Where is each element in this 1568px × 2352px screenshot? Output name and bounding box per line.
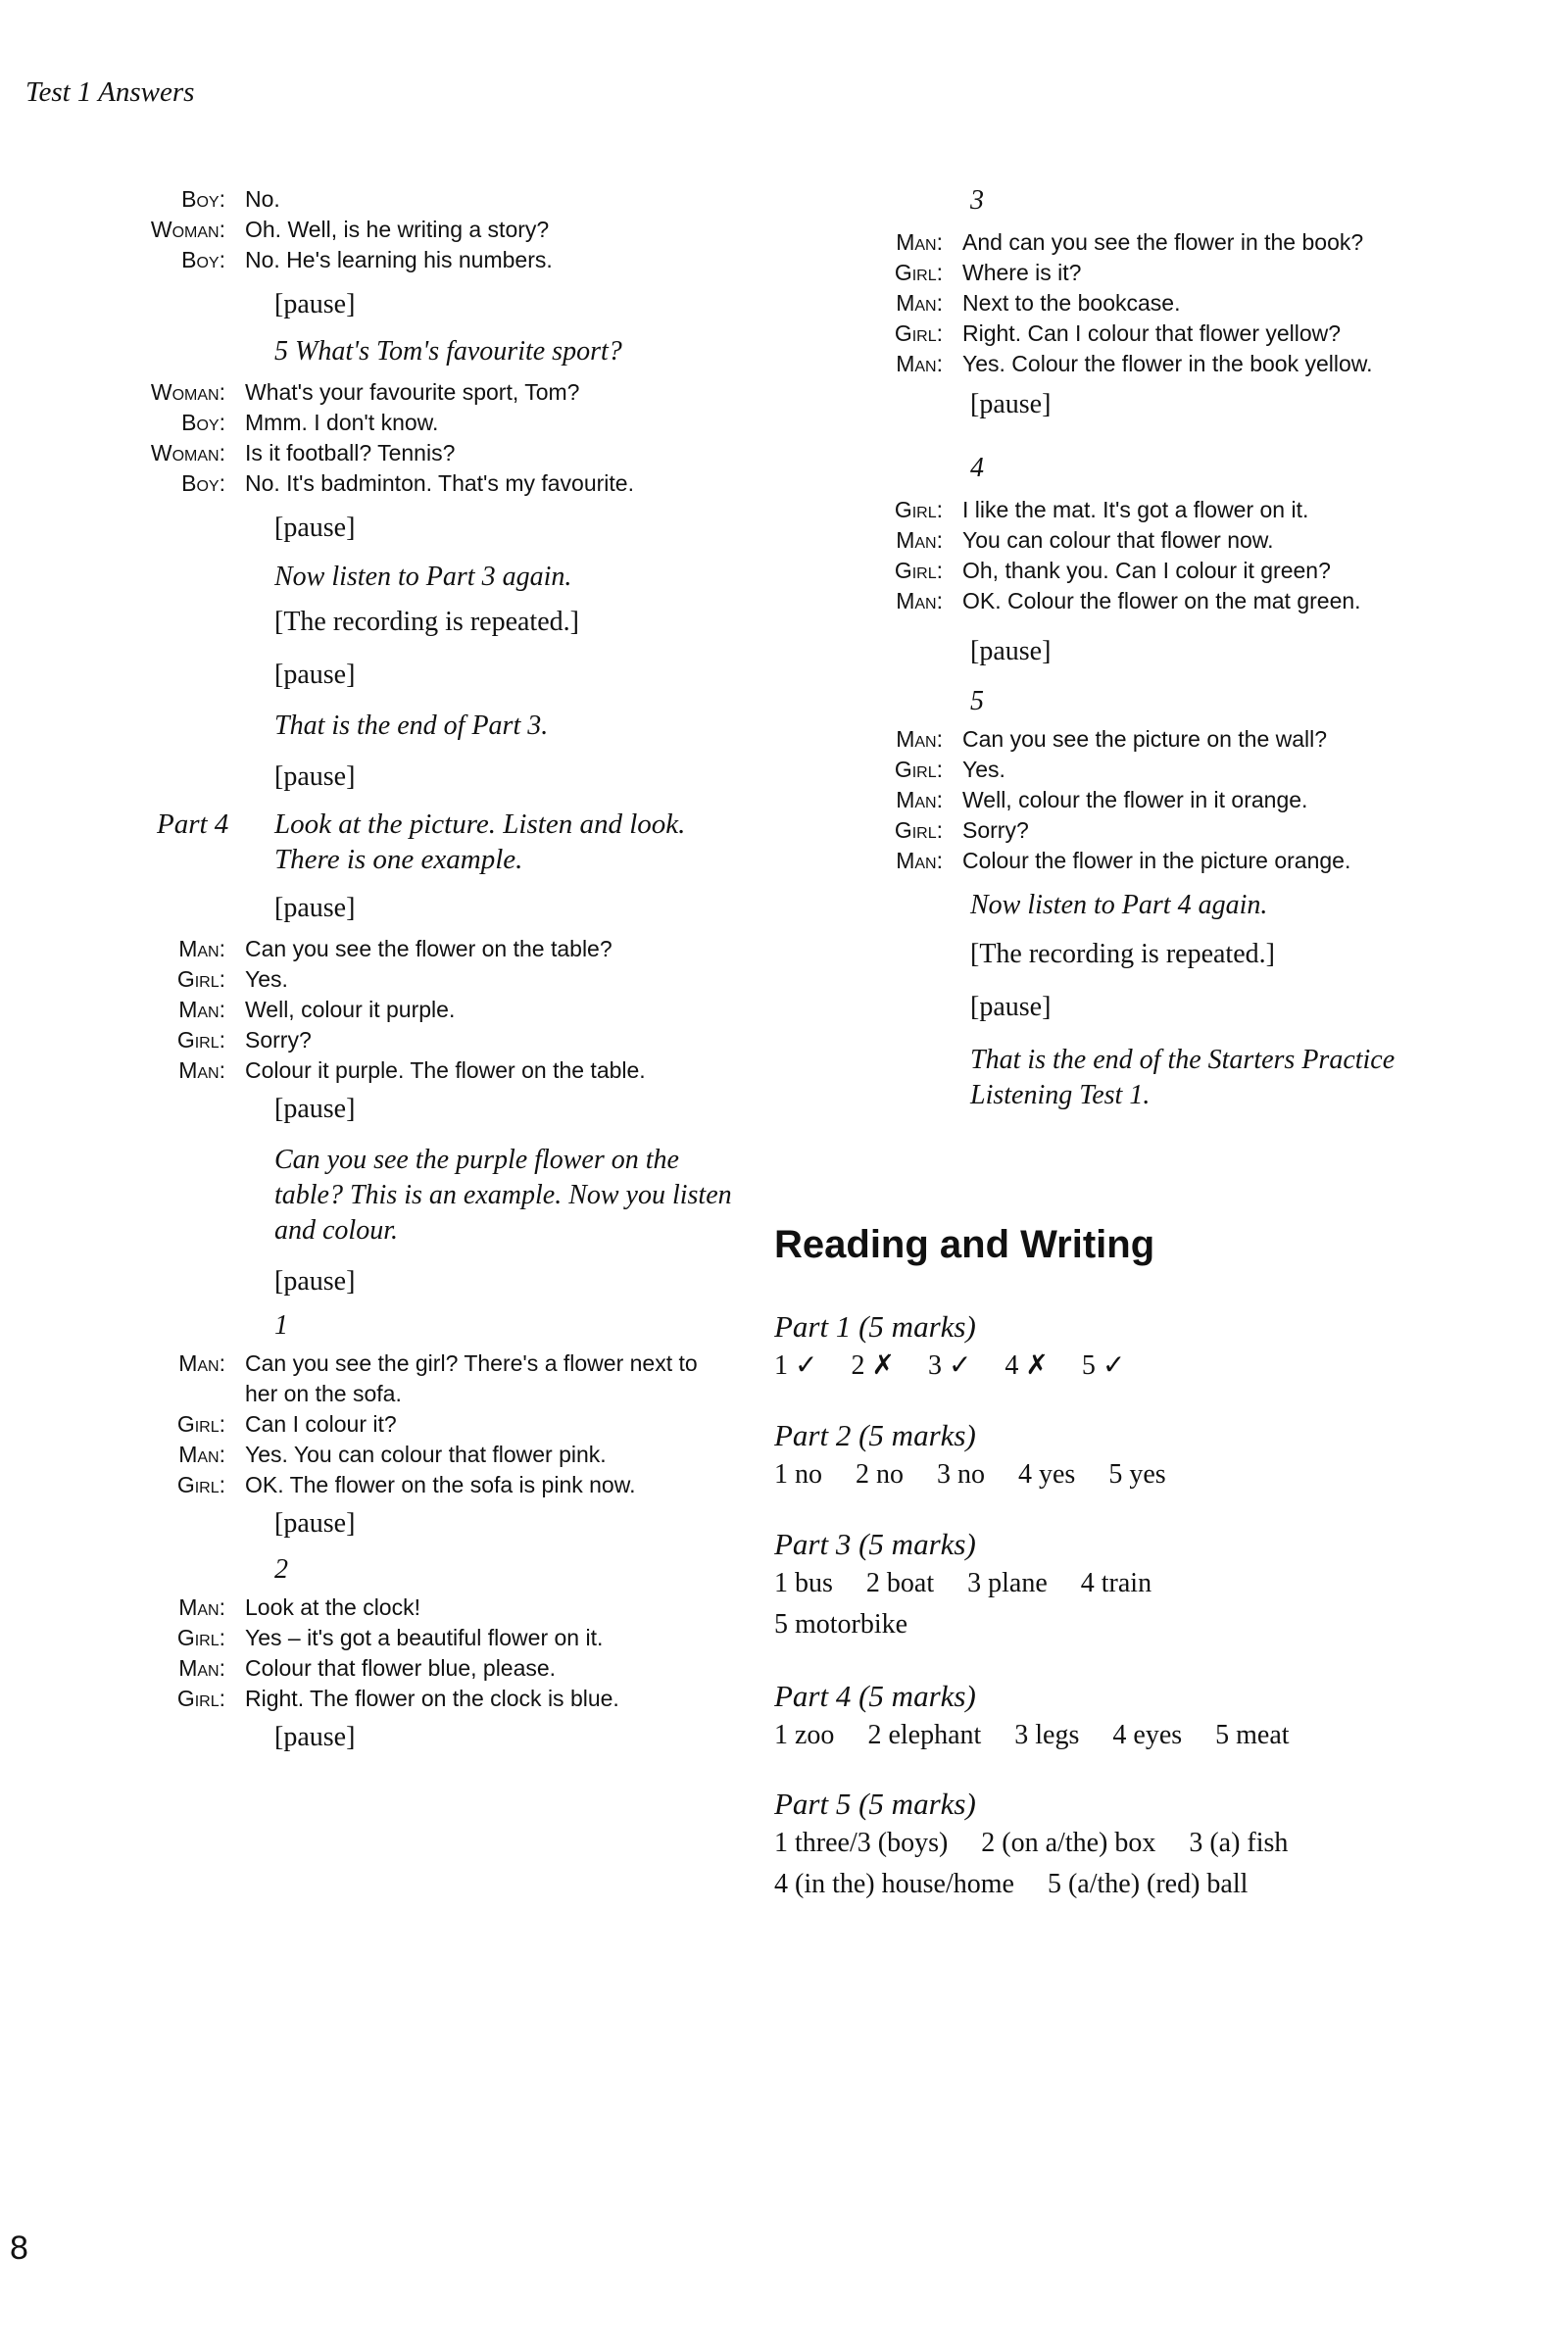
- answer: 5 yes: [1108, 1459, 1166, 1490]
- end-part3-note: That is the end of Part 3.: [274, 710, 549, 741]
- dialogue-line: [127, 964, 755, 995]
- speaker: Man:: [178, 1594, 225, 1620]
- speech: Can you see the girl? There's a flower next to her on the sofa.: [245, 1350, 698, 1406]
- speech: Colour the flower in the picture orange.: [962, 848, 1351, 873]
- answer: 2 (on a/the) box: [981, 1828, 1156, 1858]
- speech: Yes. You can colour that flower pink.: [245, 1442, 607, 1467]
- speaker: Man:: [178, 1655, 225, 1681]
- speaker: Boy:: [181, 186, 225, 212]
- answer: 4 train: [1080, 1568, 1152, 1598]
- dialogue-line: [862, 556, 1450, 586]
- pause-marker: [pause]: [970, 992, 1052, 1022]
- pause-marker: [pause]: [274, 513, 356, 543]
- speaker: Man:: [896, 527, 943, 553]
- pause-marker: [pause]: [274, 761, 356, 792]
- dialogue-line: [127, 995, 755, 1025]
- speech: Sorry?: [962, 817, 1029, 843]
- speaker: Man:: [896, 848, 943, 873]
- dialogue-boy-woman: [127, 184, 755, 275]
- dialogue-line: [862, 815, 1450, 846]
- question-5: 5 What's Tom's favourite sport?: [274, 336, 622, 367]
- rw-part-2: [774, 1417, 1480, 1495]
- speaker: Man:: [178, 997, 225, 1022]
- speaker: Girl:: [894, 558, 943, 583]
- section-title: Reading and Writing: [774, 1223, 1155, 1266]
- speech: No. It's badminton. That's my favourite.: [245, 470, 634, 496]
- speaker: Man:: [178, 936, 225, 961]
- answer: 3 no: [937, 1459, 985, 1490]
- answer: 2 no: [856, 1459, 904, 1490]
- dialogue-line: [127, 468, 755, 499]
- dialogue-tom-sport: [127, 377, 755, 499]
- part-heading: Part 2 (5 marks): [774, 1418, 976, 1452]
- speech: Yes.: [245, 966, 288, 992]
- dialogue-line: [862, 227, 1450, 258]
- speech: Yes. Colour the flower in the book yellow.: [962, 351, 1373, 376]
- dialogue-line: [127, 1440, 715, 1470]
- dialogue-item-4: [862, 495, 1450, 616]
- dialogue-line: [127, 1409, 715, 1440]
- answer-row: [774, 1604, 1480, 1645]
- speaker: Man:: [178, 1350, 225, 1376]
- item-number-1: 1: [274, 1310, 288, 1341]
- repeated-note: [The recording is repeated.]: [970, 939, 1275, 969]
- speaker: Man:: [896, 787, 943, 812]
- dialogue-item-3: [862, 227, 1450, 379]
- answer-row: [774, 1346, 1480, 1387]
- item-number-4: 4: [970, 453, 984, 483]
- dialogue-line: [127, 438, 755, 468]
- right-column: [862, 184, 1450, 1113]
- speaker: Boy:: [181, 247, 225, 272]
- speech: Can I colour it?: [245, 1411, 397, 1437]
- item-number-3: 3: [970, 185, 984, 216]
- listen-again-note: Now listen to Part 3 again.: [274, 562, 572, 592]
- speaker: Man:: [178, 1057, 225, 1083]
- answer: 1 ✓: [774, 1350, 818, 1381]
- speech: And can you see the flower in the book?: [962, 229, 1364, 255]
- item-number-5: 5: [970, 686, 984, 716]
- answer: 5 (a/the) (red) ball: [1047, 1869, 1249, 1899]
- answer: 2 ✗: [851, 1350, 895, 1381]
- pause-marker: [pause]: [274, 289, 356, 319]
- speaker: Woman:: [150, 217, 225, 242]
- dialogue-line: [127, 1470, 715, 1500]
- speech: Where is it?: [962, 260, 1082, 285]
- speaker: Woman:: [150, 440, 225, 466]
- speaker: Boy:: [181, 410, 225, 435]
- dialogue-item-1: [127, 1348, 715, 1500]
- answer: 5 motorbike: [774, 1609, 908, 1640]
- speaker: Man:: [896, 290, 943, 316]
- dialogue-line: [862, 318, 1450, 349]
- speech: OK. Colour the flower on the mat green.: [962, 588, 1361, 613]
- dialogue-item-2: [127, 1592, 755, 1714]
- part-instruction: Look at the picture. Listen and look. There is one example.: [274, 808, 686, 875]
- speech: Can you see the picture on the wall?: [962, 726, 1328, 752]
- answer: 3 ✓: [927, 1350, 972, 1381]
- answer-row: [774, 1715, 1480, 1756]
- speaker: Man:: [178, 1442, 225, 1467]
- dialogue-line: [127, 245, 755, 275]
- answer: 4 ✗: [1004, 1350, 1049, 1381]
- speech: Yes – it's got a beautiful flower on it.: [245, 1625, 604, 1650]
- answer-row: [774, 1563, 1480, 1604]
- speech: Is it football? Tennis?: [245, 440, 456, 466]
- speech: Yes.: [962, 757, 1005, 782]
- rw-part-3: [774, 1526, 1480, 1645]
- answer: 2 elephant: [867, 1720, 982, 1750]
- speaker: Man:: [896, 229, 943, 255]
- rw-part-5: [774, 1786, 1480, 1905]
- speech: Well, colour it purple.: [245, 997, 456, 1022]
- speaker: Girl:: [176, 1472, 225, 1497]
- part4-heading: [157, 807, 755, 877]
- dialogue-line: [127, 1592, 755, 1623]
- speech: I like the mat. It's got a flower on it.: [962, 497, 1309, 522]
- dialogue-line: [862, 846, 1450, 876]
- dialogue-line: [127, 1348, 715, 1409]
- answer-row: [774, 1454, 1480, 1495]
- speaker: Girl:: [176, 1411, 225, 1437]
- answer-row: [774, 1823, 1480, 1864]
- dialogue-line: [127, 184, 755, 215]
- speech: Sorry?: [245, 1027, 312, 1053]
- speech: Right. Can I colour that flower yellow?: [962, 320, 1342, 346]
- answer-row: [774, 1864, 1480, 1905]
- answer: 5 meat: [1215, 1720, 1290, 1750]
- dialogue-item-5: [862, 724, 1450, 876]
- pause-marker: [pause]: [970, 636, 1052, 666]
- item-number-2: 2: [274, 1554, 288, 1585]
- answer: 4 eyes: [1112, 1720, 1183, 1750]
- speaker: Woman:: [150, 379, 225, 405]
- speech: Right. The flower on the clock is blue.: [245, 1686, 619, 1711]
- speaker: Boy:: [181, 470, 225, 496]
- speaker: Girl:: [894, 320, 943, 346]
- pause-marker: [pause]: [274, 1722, 356, 1752]
- answer: 3 plane: [967, 1568, 1048, 1598]
- speaker: Man:: [896, 351, 943, 376]
- speech: Oh. Well, is he writing a story?: [245, 217, 550, 242]
- dialogue-line: [862, 586, 1450, 616]
- answer: 5 ✓: [1081, 1350, 1126, 1381]
- speech: You can colour that flower now.: [962, 527, 1274, 553]
- end-test-note: That is the end of the Starters Practice Listening Test 1.: [970, 1045, 1396, 1110]
- speech: Well, colour the flower in it orange.: [962, 787, 1308, 812]
- dialogue-line: [127, 377, 755, 408]
- left-column: [127, 184, 755, 1755]
- page-number: 8: [10, 2230, 28, 2267]
- dialogue-line: [862, 755, 1450, 785]
- dialogue-line: [862, 495, 1450, 525]
- speaker: Girl:: [894, 817, 943, 843]
- repeated-note: [The recording is repeated.]: [274, 607, 579, 637]
- speech: Colour it purple. The flower on the table.: [245, 1057, 646, 1083]
- speaker: Girl:: [176, 966, 225, 992]
- dialogue-line: [127, 1055, 755, 1086]
- dialogue-line: [127, 1684, 755, 1714]
- dialogue-example: [127, 934, 755, 1086]
- speaker: Girl:: [894, 497, 943, 522]
- running-head: Test 1 Answers: [25, 76, 195, 108]
- pause-marker: [pause]: [274, 660, 356, 690]
- answer: 2 boat: [865, 1568, 935, 1598]
- dialogue-line: [862, 258, 1450, 288]
- listen-again-note: Now listen to Part 4 again.: [970, 890, 1268, 920]
- speech: No. He's learning his numbers.: [245, 247, 553, 272]
- answer: 1 no: [774, 1459, 822, 1490]
- speech: Next to the bookcase.: [962, 290, 1181, 316]
- rw-part-1: [774, 1308, 1480, 1387]
- pause-marker: [pause]: [274, 1094, 356, 1124]
- speaker: Girl:: [176, 1027, 225, 1053]
- pause-marker: [pause]: [274, 1508, 356, 1539]
- dialogue-line: [862, 525, 1450, 556]
- speaker: Man:: [896, 588, 943, 613]
- answer: 1 zoo: [774, 1720, 835, 1750]
- dialogue-line: [127, 934, 755, 964]
- part-heading: Part 3 (5 marks): [774, 1527, 976, 1561]
- speaker: Girl:: [176, 1686, 225, 1711]
- speaker: Girl:: [894, 757, 943, 782]
- speaker: Girl:: [894, 260, 943, 285]
- speech: Mmm. I don't know.: [245, 410, 439, 435]
- pause-marker: [pause]: [970, 389, 1052, 419]
- part-heading: Part 1 (5 marks): [774, 1309, 976, 1344]
- dialogue-line: [127, 1025, 755, 1055]
- answer: 1 bus: [774, 1568, 833, 1598]
- answer: 3 (a) fish: [1189, 1828, 1289, 1858]
- dialogue-line: [862, 785, 1450, 815]
- dialogue-line: [127, 408, 755, 438]
- dialogue-line: [862, 349, 1450, 379]
- pause-marker: [pause]: [274, 893, 356, 923]
- speaker: Man:: [896, 726, 943, 752]
- pause-marker: [pause]: [274, 1266, 356, 1297]
- dialogue-line: [862, 724, 1450, 755]
- dialogue-line: [127, 1623, 755, 1653]
- part-label: Part 4: [157, 808, 229, 840]
- speech: No.: [245, 186, 280, 212]
- example-note: Can you see the purple flower on the table? This is an example. Now you listen and colour.: [274, 1145, 732, 1246]
- speaker: Girl:: [176, 1625, 225, 1650]
- speech: OK. The flower on the sofa is pink now.: [245, 1472, 636, 1497]
- speech: Can you see the flower on the table?: [245, 936, 612, 961]
- part-heading: Part 5 (5 marks): [774, 1787, 976, 1821]
- answer: 4 yes: [1018, 1459, 1076, 1490]
- dialogue-line: [862, 288, 1450, 318]
- part-heading: Part 4 (5 marks): [774, 1679, 976, 1713]
- answer: 3 legs: [1014, 1720, 1080, 1750]
- dialogue-line: [127, 1653, 755, 1684]
- answer: 4 (in the) house/home: [774, 1869, 1014, 1899]
- speech: Colour that flower blue, please.: [245, 1655, 557, 1681]
- answer: 1 three/3 (boys): [774, 1828, 949, 1858]
- speech: What's your favourite sport, Tom?: [245, 379, 580, 405]
- dialogue-line: [127, 215, 755, 245]
- speech: Look at the clock!: [245, 1594, 420, 1620]
- speech: Oh, thank you. Can I colour it green?: [962, 558, 1331, 583]
- rw-part-4: [774, 1678, 1480, 1756]
